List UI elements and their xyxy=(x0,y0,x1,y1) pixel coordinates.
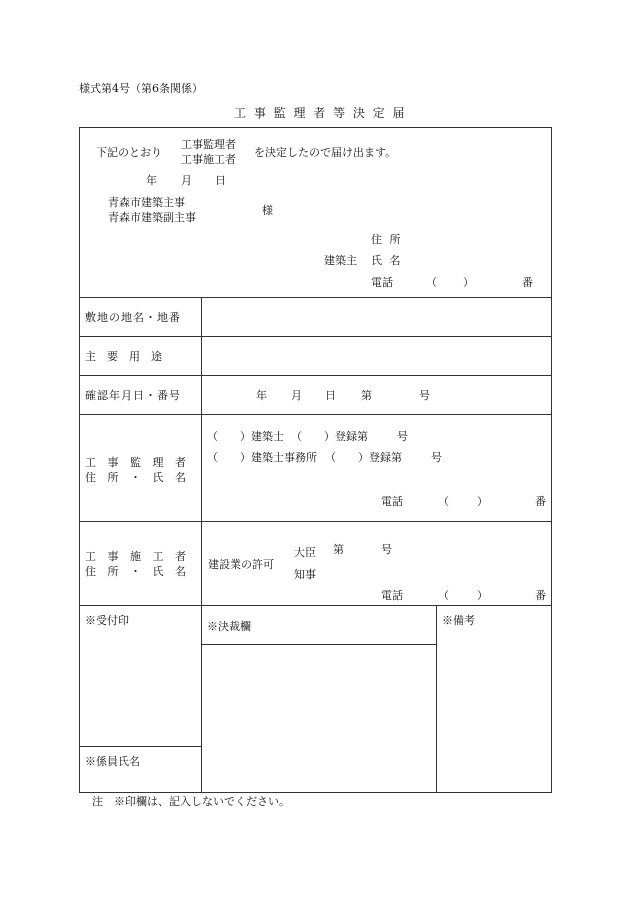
row-divider xyxy=(79,336,551,337)
addressee-honorific: 様 xyxy=(262,204,273,217)
applicant-name-prefix: 建築主 xyxy=(324,254,357,267)
table-border-bottom xyxy=(79,792,551,793)
confirm-label: 確認年月日・番号 xyxy=(85,389,181,402)
contractor-permit-label: 建設業の許可 xyxy=(208,558,274,571)
supervisor-registration: （ ）登録第 xyxy=(291,430,368,443)
decision-label: ※決裁欄 xyxy=(207,620,251,633)
supervisor-address-label: 住 所 ・ 氏 名 xyxy=(85,471,190,484)
contractor-label: 工 事 施 工 者 xyxy=(85,550,190,563)
supervisor-registration-suffix: 号 xyxy=(397,430,408,443)
supervisor-phone-label: 電話 xyxy=(381,495,403,508)
supervisor-office-registration: （ ）登録第 xyxy=(325,451,402,464)
row-divider xyxy=(79,375,551,376)
contractor-phone-suffix: 番 xyxy=(535,589,546,602)
date-year: 年 xyxy=(146,174,157,187)
row-divider xyxy=(79,521,551,522)
confirm-day: 日 xyxy=(325,389,336,402)
decision-header-divider xyxy=(201,644,436,645)
row-divider xyxy=(79,605,551,606)
applicant-phone-suffix: 番 xyxy=(522,276,533,289)
supervisor-architect-class: （ ）建築士 xyxy=(207,430,284,443)
staff-divider xyxy=(79,746,201,747)
form-number: 様式第4号（第6条関係） xyxy=(79,82,203,95)
supervisor-phone-close: ） xyxy=(477,495,488,508)
form-title: 工 事 監 理 者 等 決 定 届 xyxy=(234,106,407,120)
supervisor-office-registration-suffix: 号 xyxy=(431,451,442,464)
notice-prefix: 下記のとおり xyxy=(96,146,162,159)
remarks-label: ※備考 xyxy=(442,614,475,627)
applicant-phone-close: ） xyxy=(463,276,474,289)
contractor-number-prefix: 第 xyxy=(333,543,344,556)
notice-option-supervisor: 工事監理者 xyxy=(181,138,236,151)
applicant-phone-label: 電話 xyxy=(371,276,393,289)
contractor-phone-close: ） xyxy=(477,589,488,602)
contractor-phone-open: （ xyxy=(438,589,449,602)
supervisor-label: 工 事 監 理 者 xyxy=(85,456,190,469)
notice-suffix: を決定したので届け出ます。 xyxy=(254,146,397,159)
label-column-divider xyxy=(201,297,202,606)
addressee-line-2: 青森市建築副主事 xyxy=(108,211,196,224)
confirm-number-suffix: 号 xyxy=(419,389,430,402)
confirm-year: 年 xyxy=(256,389,267,402)
contractor-governor: 知事 xyxy=(294,568,316,581)
confirm-month: 月 xyxy=(291,389,302,402)
use-label: 主 要 用 途 xyxy=(85,350,162,363)
date-month: 月 xyxy=(181,174,192,187)
site-label: 敷地の地名・地番 xyxy=(85,311,181,324)
table-border-top xyxy=(79,127,551,128)
office-column-divider xyxy=(436,605,437,792)
contractor-phone-label: 電話 xyxy=(381,589,403,602)
row-divider xyxy=(79,414,551,415)
applicant-name-label: 氏 名 xyxy=(371,254,403,267)
applicant-address-label: 住 所 xyxy=(371,233,403,246)
contractor-number-suffix: 号 xyxy=(381,543,392,556)
supervisor-phone-suffix: 番 xyxy=(535,495,546,508)
addressee-line-1: 青森市建築主事 xyxy=(108,196,185,209)
office-column-divider xyxy=(201,605,202,792)
supervisor-office-class: （ ）建築士事務所 xyxy=(207,451,317,464)
table-border-right xyxy=(551,127,552,793)
receipt-stamp-label: ※受付印 xyxy=(85,614,129,627)
staff-name-label: ※係員氏名 xyxy=(85,755,140,768)
contractor-minister: 大臣 xyxy=(294,546,316,559)
row-divider xyxy=(79,297,551,298)
table-border-left xyxy=(79,127,80,793)
contractor-address-label: 住 所 ・ 氏 名 xyxy=(85,565,190,578)
footnote: 注 ※印欄は、記入しないでください。 xyxy=(92,795,290,808)
applicant-phone-open: （ xyxy=(426,276,437,289)
confirm-number-prefix: 第 xyxy=(361,389,372,402)
date-day: 日 xyxy=(215,174,226,187)
notice-option-contractor: 工事施工者 xyxy=(181,153,236,166)
supervisor-phone-open: （ xyxy=(438,495,449,508)
